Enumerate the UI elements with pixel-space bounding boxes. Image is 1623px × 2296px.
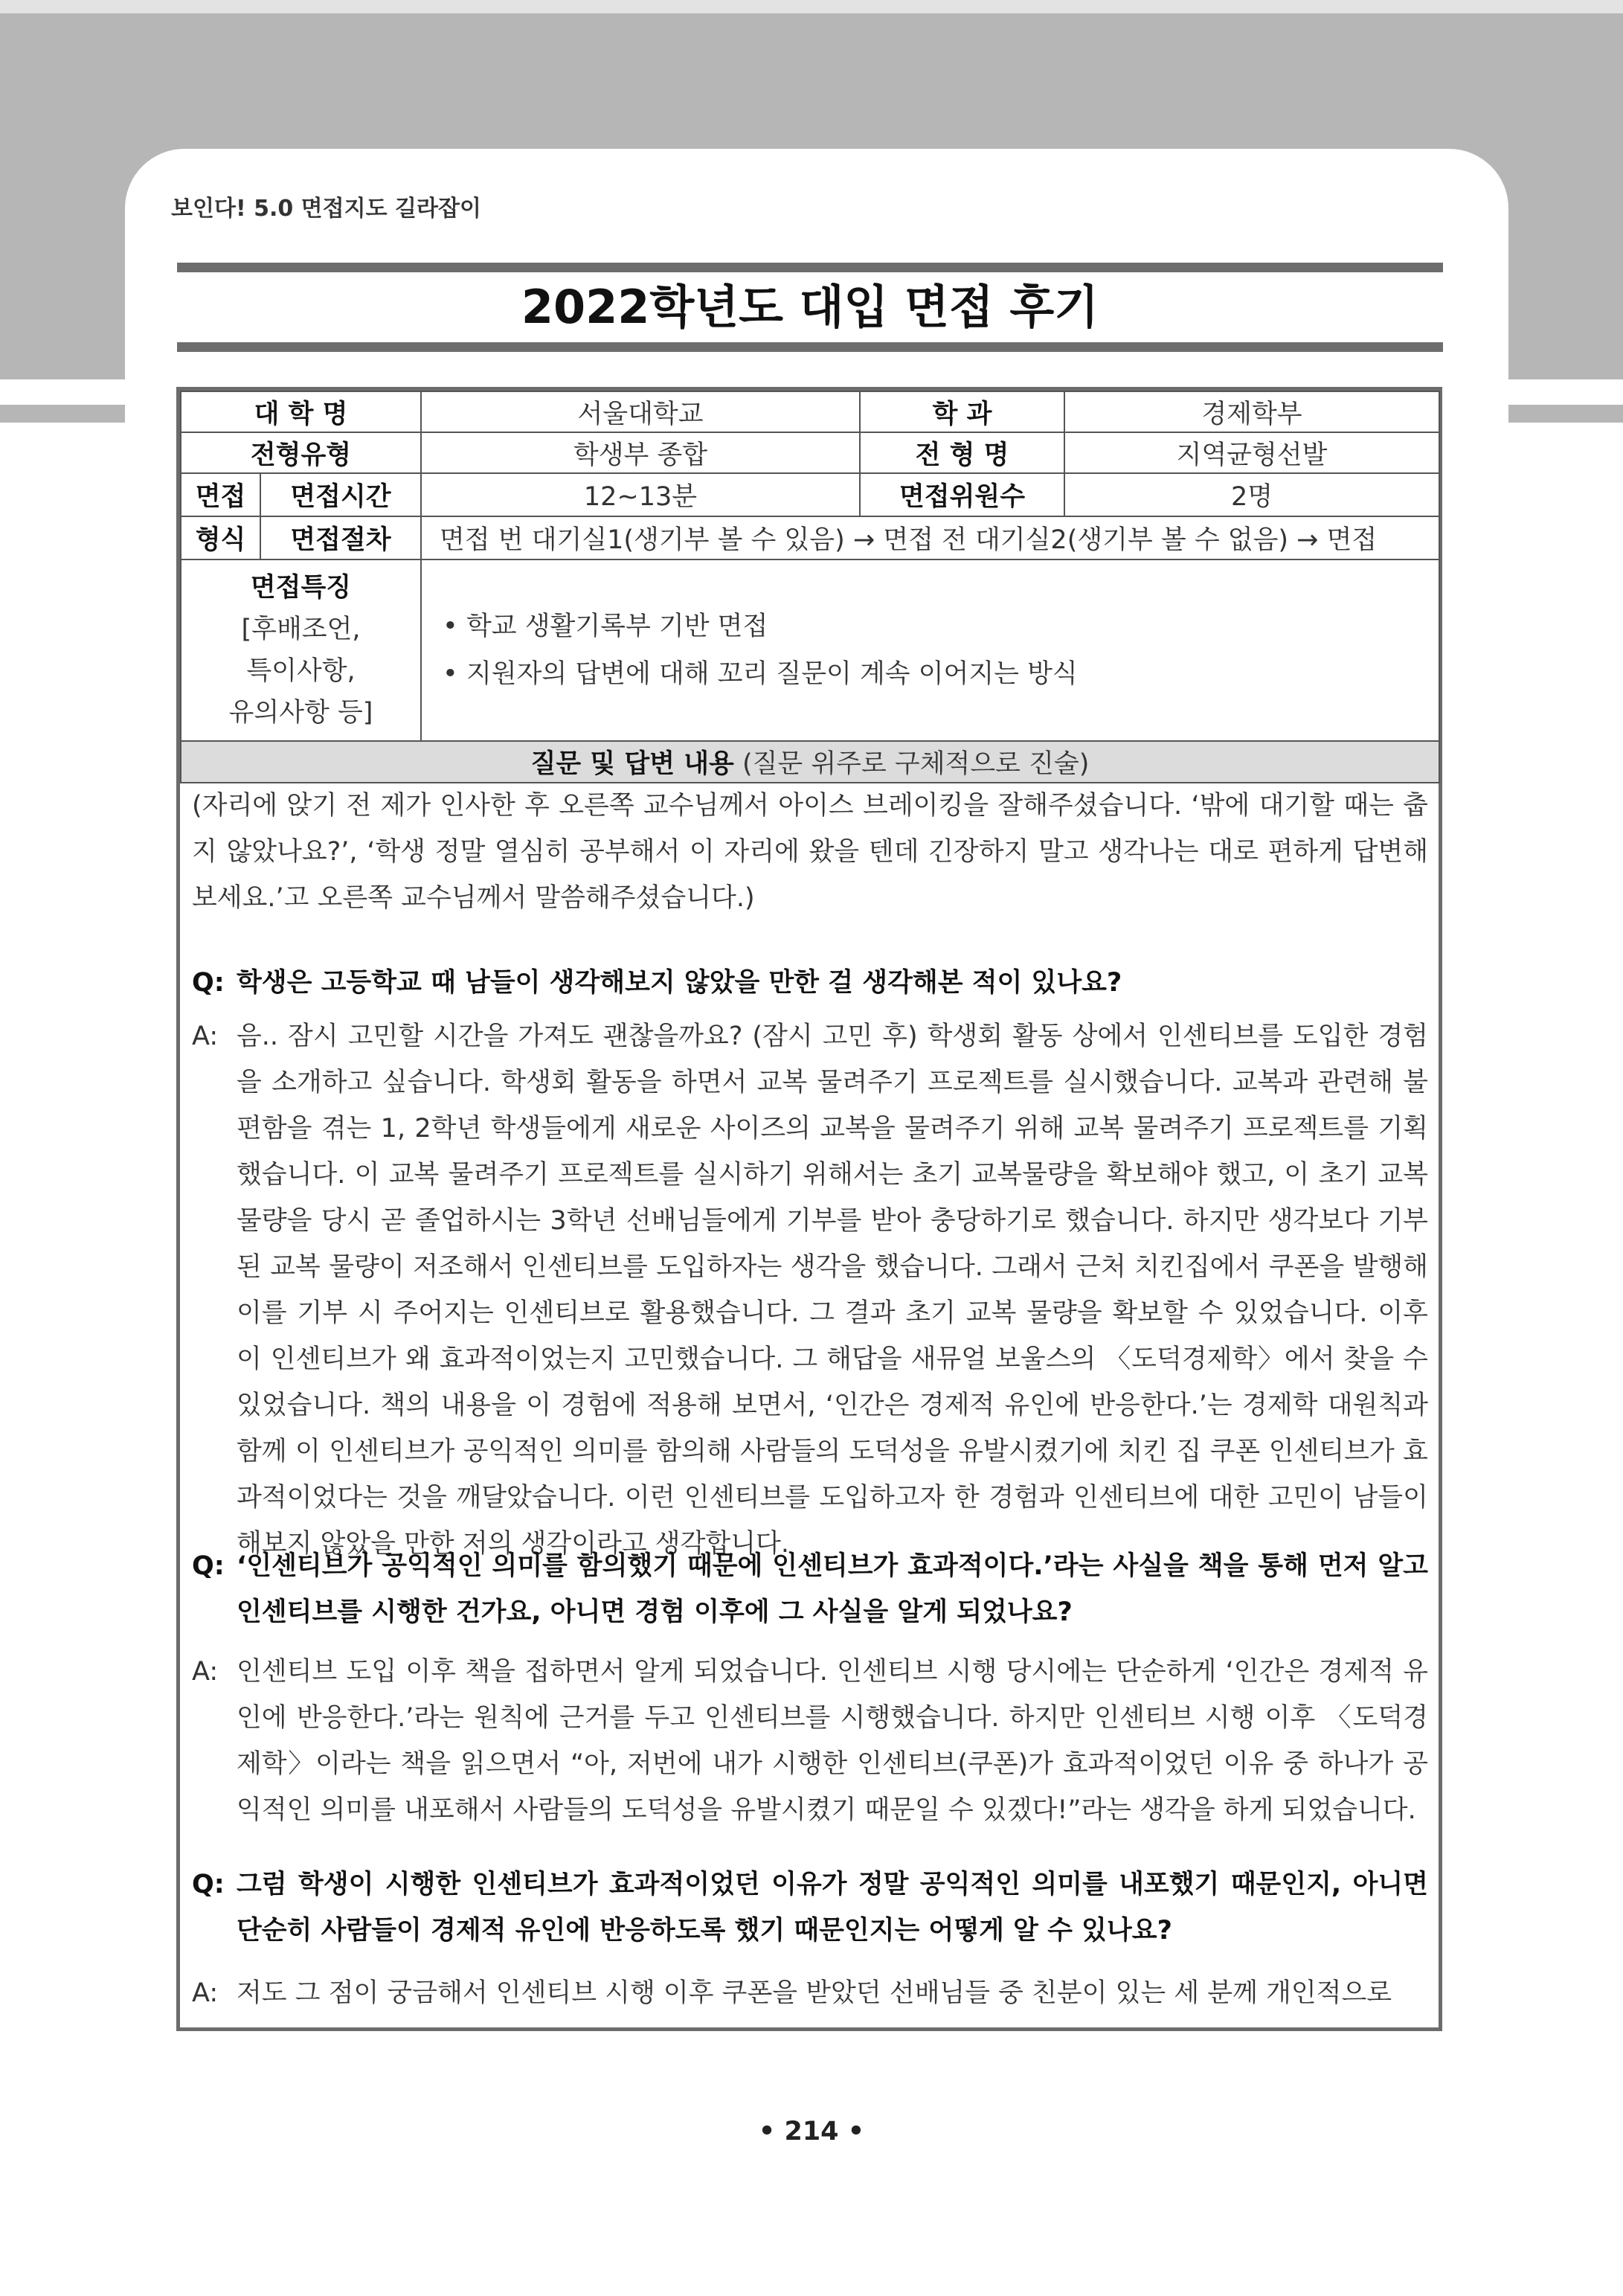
admission-name-value: 지역균형선발 [1064,432,1439,473]
table-row [181,516,1439,559]
features-label-line: 유의사항 등] [228,698,373,728]
interview-process-label: 면접절차 [260,516,421,559]
features-label-line: 특이사항, [246,656,356,686]
interview-process-value: 면접 번 대기실1(생기부 볼 수 있음) → 면접 전 대기실2(생기부 볼 수 없음) → 면접 [421,516,1439,559]
interview-info-table [180,391,1440,783]
answer-1 [192,1013,1428,1567]
answer-tag: A: [192,1978,219,2008]
intro-paragraph: (자리에 앉기 전 제가 인사한 후 오른쪽 교수님께서 아이스 브레이킹을 잘해주셨습니다. ‘밖에 대기할 때는 춥지 않았나요?’, ‘학생 정말 열심히 공부해서 이 자리에 왔을 텐데 긴장하지 말고 생각나는 대로 편하게 답변해 보세요.’고 오른쪽 교수님께서 말씀해주셨습니다.) [192,791,1429,913]
table-row [181,559,1439,741]
features-label [181,559,421,741]
answer-3 [192,1970,1428,2016]
department-value: 경제학부 [1064,391,1439,432]
page-number: • 214 • [758,2117,865,2146]
format-label-top: 면접 [181,473,260,516]
question-3 [192,1862,1428,1954]
interview-time-value: 12~13분 [421,473,860,516]
list-item: • 지원자의 답변에 대해 꼬리 질문이 계속 이어지는 방식 [440,650,1439,698]
question-text: 그럼 학생이 시행한 인센티브가 효과적이었던 이유가 정말 공익적인 의미를 내포했기 때문인지, 아니면 단순히 사람들이 경제적 유인에 반응하도록 했기 때문인지는 어떻게 알 수 있나요? [237,1870,1428,1946]
title-rule-top [177,263,1443,272]
question-tag: Q: [192,968,225,998]
answer-text: 인센티브 도입 이후 책을 접하면서 알게 되었습니다. 인센티브 시행 당시에는 단순하게 ‘인간은 경제적 유인에 반응한다.’라는 원칙에 근거를 두고 인센티브를 시행했습니다. 하지만 인센티브 시행 이후 〈도덕경제학〉이라는 책을 읽으면서 “아, 저번에 내가 시행한 인센티브(쿠폰)가 효과적이었던 이유 중 하나가 공익적인 의미를 내포해서 사람들의 도덕성을 유발시켰기 때문일 수 있겠다!”라는 생각을 하게 되었습니다. [237,1657,1428,1825]
question-2 [192,1543,1428,1635]
features-content [421,559,1439,741]
table-row [181,391,1439,432]
left-side-bar [0,405,125,423]
qa-section-heading [181,741,1439,783]
table-row [181,741,1439,783]
admission-name-label: 전 형 명 [860,432,1064,473]
header-top-stripe [0,0,1623,13]
answer-2 [192,1649,1428,1833]
list-item: • 학교 생활기록부 기반 면접 [440,603,1439,650]
interview-time-label: 면접시간 [260,473,421,516]
qa-heading-note: (질문 위주로 구체적으로 진술) [733,749,1090,779]
running-header: 보인다! 5.0 면접지도 길라잡이 [171,196,481,222]
answer-tag: A: [192,1657,219,1687]
title-rule-bottom [177,342,1443,352]
table-row [181,473,1439,516]
format-label-bottom: 형식 [181,516,260,559]
question-tag: Q: [192,1551,225,1581]
question-text: ‘인센티브가 공익적인 의미를 함의했기 때문에 인센티브가 효과적이다.’라는 사실을 책을 통해 먼저 알고 인센티브를 시행한 건가요, 아니면 경험 이후에 그 사실을 알게 되었나요? [237,1551,1428,1627]
answer-text: 저도 그 점이 궁금해서 인센티브 시행 이후 쿠폰을 받았던 선배님들 중 친분이 있는 세 분께 개인적으로 [237,1978,1392,2008]
question-tag: Q: [192,1870,225,1899]
features-label-line: [후배조언, [241,615,361,644]
answer-text: 음.. 잠시 고민할 시간을 가져도 괜찮을까요? (잠시 고민 후) 학생회 활동 상에서 인센티브를 도입한 경험을 소개하고 싶습니다. 학생회 활동을 하면서 교복 물려주기 프로젝트를 실시했습니다. 교복과 관련해 불편함을 겪는 1, 2학년 학생들에게 새로운 사이즈의 교복을 물려주기 위해 교복 물려주기 프로젝트를 기획했습니다. 이 교복 물려주기 프로젝트를 실시하기 위해서는 초기 교복물량을 확보해야 했고, 이 초기 교복물량을 당시 곧 졸업하시는 3학년 선배님들에게 기부를 받아 충당하기로 했습니다. 하지만 생각보다 기부된 교복 물량이 저조해서 인센티브를 도입하자는 생각을 했습니다. 그래서 근처 치킨집에서 쿠폰을 발행해 이를 기부 시 주어지는 인센티브로 활용했습니다. 그 결과 초기 교복 물량을 확보할 수 있었습니다. 이후 이 인센티브가 왜 효과적이었는지 고민했습니다. 그 해답을 새뮤얼 보울스의 〈도덕경제학〉에서 찾을 수 있었습니다. 책의 내용을 이 경험에 적용해 보면서, ‘인간은 경제적 유인에 반응한다.’는 경제학 대원칙과 함께 이 인센티브가 공익적인 의미를 함의해 사람들의 도덕성을 유발시켰기에 치킨 집 쿠폰 인센티브가 효과적이었다는 것을 깨달았습니다. 이런 인센티브를 도입하고자 한 경험과 인센티브에 대한 고민이 남들이 해보지 않았을 만한 저의 생각이라고 생각합니다. [237,1022,1428,1559]
department-label: 학 과 [860,391,1064,432]
admission-type-label: 전형유형 [181,432,421,473]
panel-count-value: 2명 [1064,473,1439,516]
table-row [181,432,1439,473]
features-list [440,603,1439,698]
university-label: 대 학 명 [181,391,421,432]
features-label-line: 면접특징 [250,573,352,603]
question-1 [192,960,1428,1006]
right-side-bar [1508,405,1623,423]
answer-tag: A: [192,1022,219,1051]
question-text: 학생은 고등학교 때 남들이 생각해보지 않았을 만한 걸 생각해본 적이 있나요? [237,968,1122,998]
admission-type-value: 학생부 종합 [421,432,860,473]
panel-count-label: 면접위원수 [860,473,1064,516]
page-title: 2022학년도 대입 면접 후기 [521,280,1099,334]
university-value: 서울대학교 [421,391,860,432]
qa-heading-bold: 질문 및 답변 내용 [530,749,734,779]
